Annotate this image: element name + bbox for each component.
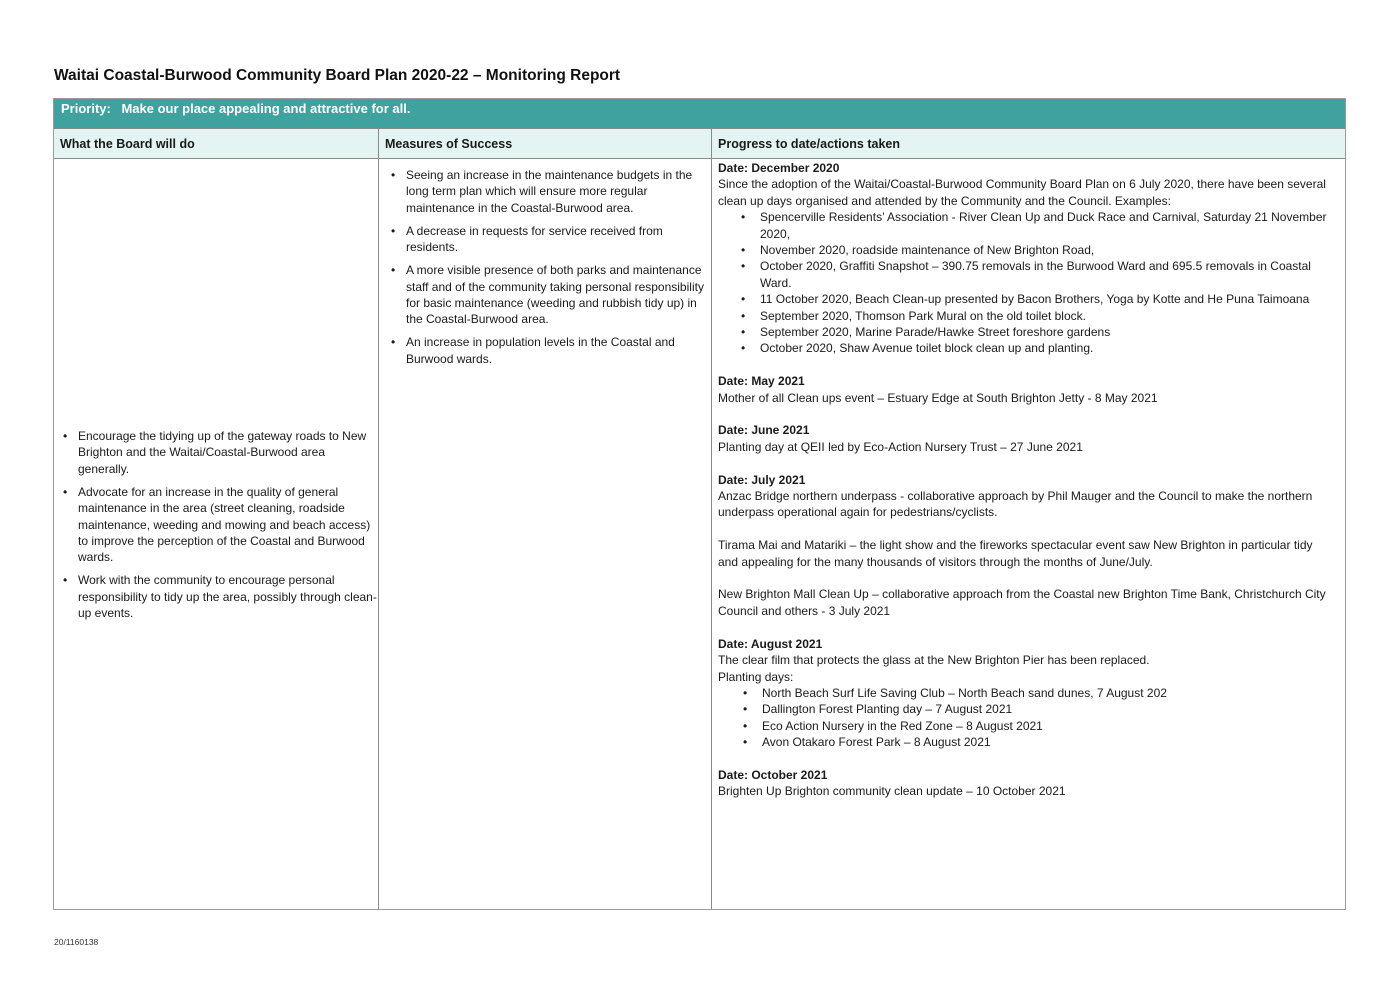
list-item: • Encourage the tidying up of the gateway roads to New Brighton and the Waitai/Coastal-Burwood area generally.	[57, 428, 377, 477]
list-item: • Work with the community to encourage personal responsibility to tidy up the area, possibly through clean-up events.	[57, 572, 377, 621]
list-item: • A more visible presence of both parks and maintenance staff and of the community taking personal responsibility for basic maintenance (weeding and rubbish tidy up) in the Coastal-Burwood area.	[385, 262, 707, 328]
measures-cell	[379, 159, 712, 909]
list-item: • September 2020, Marine Parade/Hawke Street foreshore gardens	[738, 324, 1335, 340]
list-item: • October 2020, Graffiti Snapshot – 390.75 removals in the Burwood Ward and 695.5 removals in Coastal Ward.	[738, 258, 1335, 291]
list-item: • 11 October 2020, Beach Clean-up presented by Bacon Brothers, Yoga by Kotte and He Puna Taimoana	[738, 291, 1335, 307]
list-item: • November 2020, roadside maintenance of New Brighton Road,	[738, 242, 1335, 258]
list-item: • Seeing an increase in the maintenance budgets in the long term plan which will ensure more regular maintenance in the Coastal-Burwood area.	[385, 167, 707, 216]
progress-paragraph: The clear film that protects the glass at the New Brighton Pier has been replaced.	[718, 653, 1150, 668]
dec-2020-list	[738, 209, 1335, 357]
planting-days-list	[740, 685, 1335, 751]
board-actions-cell	[54, 159, 379, 909]
date-heading: Date: October 2021	[718, 767, 828, 782]
monitoring-table	[53, 98, 1346, 910]
list-item: • Eco Action Nursery in the Red Zone – 8 August 2021	[740, 718, 1335, 734]
header-what-board-will-do: What the Board will do	[60, 137, 195, 151]
measures-list	[385, 167, 707, 374]
date-heading: Date: December 2020	[718, 161, 840, 175]
list-item: • North Beach Surf Life Saving Club – North Beach sand dunes, 7 August 202	[740, 685, 1335, 701]
header-progress: Progress to date/actions taken	[718, 137, 901, 151]
priority-bar	[54, 99, 1345, 129]
date-heading: Date: July 2021	[718, 472, 806, 487]
board-actions-list	[57, 428, 377, 628]
priority-text: Make our place appealing and attractive for all.	[121, 101, 411, 116]
progress-paragraph: Tirama Mai and Matariki – the light show and the fireworks spectacular event saw New Brighton in particular tidy and appealing for the many thousands of visitors through the months of June/July.	[718, 538, 1313, 569]
progress-paragraph: New Brighton Mall Clean Up – collaborative approach from the Coastal new Brighton Time Bank, Christchurch City Council and others - 3 July 2021	[718, 587, 1326, 618]
list-item: • An increase in population levels in the Coastal and Burwood wards.	[385, 334, 707, 367]
header-measures-of-success: Measures of Success	[385, 137, 513, 151]
priority-label: Priority:	[61, 101, 111, 116]
list-item: • Spencerville Residents’ Association - River Clean Up and Duck Race and Carnival, Saturday 21 November 2020,	[738, 209, 1335, 242]
list-item: • September 2020, Thomson Park Mural on the old toilet block.	[738, 308, 1335, 324]
list-item: • October 2020, Shaw Avenue toilet block clean up and planting.	[738, 340, 1335, 356]
document-title: Waitai Coastal-Burwood Community Board Plan 2020-22 – Monitoring Report	[54, 67, 621, 84]
progress-paragraph: Planting day at QEII led by Eco-Action Nursery Trust – 27 June 2021	[718, 439, 1083, 454]
progress-cell	[712, 159, 1345, 909]
table-header-row	[54, 129, 1345, 159]
progress-paragraph: Brighten Up Brighton community clean update – 10 October 2021	[718, 784, 1066, 799]
date-heading: Date: August 2021	[718, 636, 823, 651]
date-heading: Date: May 2021	[718, 374, 805, 389]
list-item: • A decrease in requests for service received from residents.	[385, 223, 707, 256]
list-item: • Advocate for an increase in the quality of general maintenance in the area (street cleaning, roadside maintenance, weeding and mowing and beach access) to improve the perception of the Coastal and Burwood wards.	[57, 484, 377, 566]
progress-paragraph: Planting days:	[718, 669, 794, 684]
list-item: • Dallington Forest Planting day – 7 August 2021	[740, 701, 1335, 717]
date-heading: Date: June 2021	[718, 423, 810, 438]
progress-paragraph: Anzac Bridge northern underpass - collaborative approach by Phil Mauger and the Council to make the northern underpass operational again for pedestrians/cyclists.	[718, 489, 1313, 520]
progress-paragraph: Mother of all Clean ups event – Estuary Edge at South Brighton Jetty - 8 May 2021	[718, 390, 1158, 405]
list-item: • Avon Otakaro Forest Park – 8 August 2021	[740, 734, 1335, 750]
document-reference: 20/1160138	[54, 937, 99, 947]
progress-paragraph: Since the adoption of the Waitai/Coastal-Burwood Community Board Plan on 6 July 2020, there have been several clean up days organised and attended by the Community and the Council. Examples:	[718, 177, 1326, 208]
